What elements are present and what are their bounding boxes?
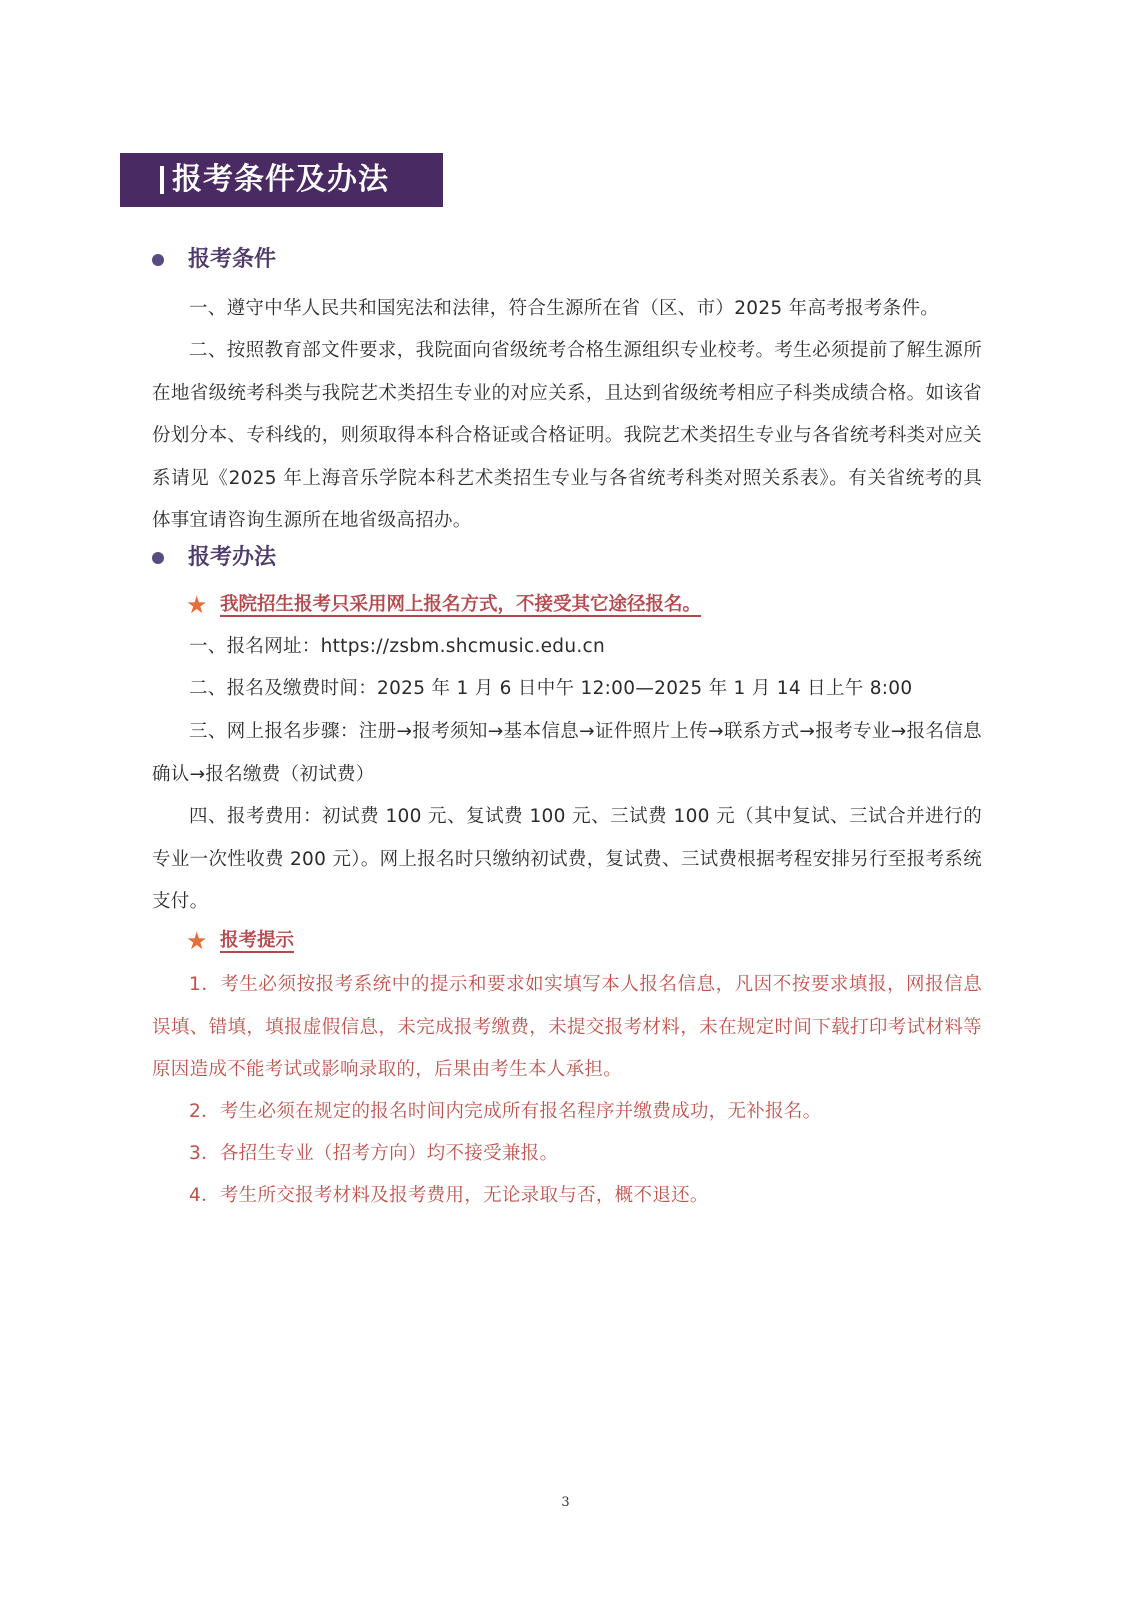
condition-item-1: 一、遵守中华人民共和国宪法和法律，符合生源所在省（区、市）2025 年高考报考条件。 — [189, 298, 940, 319]
tip-item-4: 4．考生所交报考材料及报考费用，无论录取与否，概不退还。 — [189, 1185, 709, 1206]
tip-item-2: 2．考生必须在规定的报名时间内完成所有报名程序并缴费成功，无补报名。 — [189, 1101, 822, 1122]
section-banner — [120, 153, 443, 207]
conditions-heading-label: 报考条件 — [188, 247, 277, 272]
tips-heading — [186, 924, 294, 958]
bullet-dot-icon — [152, 552, 164, 564]
time-line: 二、报名及缴费时间：2025 年 1 月 6 日中午 12:00—2025 年 1 月 14 日上午 8:00 — [189, 678, 913, 699]
star-icon: ★ — [186, 927, 208, 955]
steps-line: 三、网上报名步骤：注册→报考须知→基本信息→证件照片上传→联系方式→报考专业→报名信息确认→报名缴费（初试费） — [152, 721, 982, 785]
online-only-notice — [186, 588, 701, 622]
condition-item-2: 二、按照教育部文件要求，我院面向省级统考合格生源组织专业校考。考生必须提前了解生源所在地省级统考科类与我院艺术类招生专业的对应关系，且达到省级统考相应子科类成绩合格。如该省份划分本、专科线的，则须取得本科合格证或合格证明。我院艺术类招生专业与各省统考科类对应关系请见《2025 年上海音乐学院本科艺术类招生专业与各省统考科类对照关系表》。有关省统考的具体事宜请咨询生源所在地省级高招办。 — [152, 340, 982, 531]
star-icon: ★ — [186, 591, 208, 619]
page-number: 3 — [561, 1495, 570, 1510]
method-heading-label: 报考办法 — [188, 545, 277, 570]
banner-bar — [160, 166, 164, 194]
bullet-dot-icon — [152, 254, 164, 266]
tip-item-1: 1．考生必须按报考系统中的提示和要求如实填写本人报名信息，凡因不按要求填报，网报信息误填、错填，填报虚假信息，未完成报考缴费，未提交报考材料，未在规定时间下载打印考试材料等原因造成不能考试或影响录取的，后果由考生本人承担。 — [152, 974, 982, 1080]
banner-title: 报考条件及办法 — [172, 162, 389, 197]
tip-item-3: 3．各招生专业（招考方向）均不接受兼报。 — [189, 1143, 559, 1164]
website-line: 一、报名网址：https://zsbm.shcmusic.edu.cn — [189, 636, 606, 657]
tips-heading-label: 报考提示 — [220, 930, 295, 951]
fees-line: 四、报考费用：初试费 100 元、复试费 100 元、三试费 100 元（其中复试、三试合并进行的专业一次性收费 200 元）。网上报名时只缴纳初试费，复试费、三试费根据考程安排另行至报考系统支付。 — [152, 806, 982, 912]
notice-text: 我院招生报考只采用网上报名方式，不接受其它途径报名。 — [220, 594, 702, 615]
